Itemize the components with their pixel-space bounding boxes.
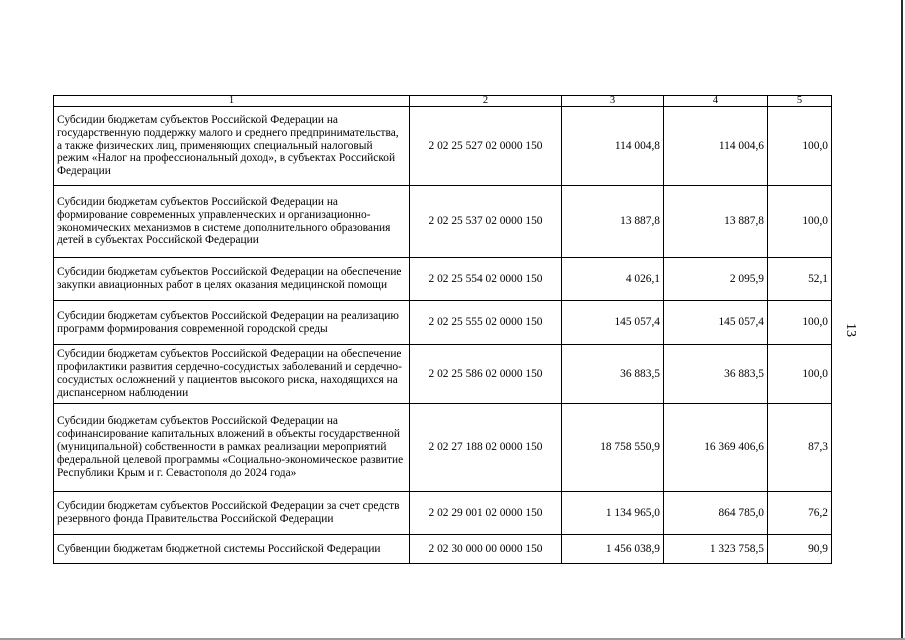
row-code-cell: 2 02 27 188 02 0000 150 (410, 404, 562, 492)
row-col3-cell: 1 134 965,0 (562, 492, 664, 535)
column-header-2: 2 (410, 96, 562, 107)
row-code-cell: 2 02 25 527 02 0000 150 (410, 107, 562, 186)
row-col4-cell: 145 057,4 (664, 301, 768, 345)
row-col4-cell: 1 323 758,5 (664, 535, 768, 564)
row-col5-cell: 90,9 (768, 535, 832, 564)
row-name-cell: Субсидии бюджетам субъектов Российской Федерации на обеспечение профилактики развития сердечно-сосудистых заболеваний и сердечно-сосудистых осложнений у пациентов высокого риска, находящихся на диспансерном наблюдении (54, 345, 410, 404)
row-col3-cell: 4 026,1 (562, 258, 664, 301)
row-col4-cell: 36 883,5 (664, 345, 768, 404)
row-col3-cell: 18 758 550,9 (562, 404, 664, 492)
table-row (54, 301, 832, 345)
row-col4-cell: 16 369 406,6 (664, 404, 768, 492)
row-col5-cell: 87,3 (768, 404, 832, 492)
row-col5-cell: 100,0 (768, 186, 832, 258)
page-number: 13 (843, 323, 858, 337)
row-name-cell: Субсидии бюджетам субъектов Российской Федерации на софинансирование капитальных вложений в объекты государственной (муниципальной) собственности в рамках реализации мероприятий федеральной целевой программы «Социально-экономическое развитие Республики Крым и г. Севастополя до 2024 года» (54, 404, 410, 492)
row-col3-cell: 36 883,5 (562, 345, 664, 404)
column-header-3: 3 (562, 96, 664, 107)
row-col4-cell: 864 785,0 (664, 492, 768, 535)
table-header-row (54, 96, 832, 107)
budget-table (53, 95, 832, 564)
row-name-cell: Субсидии бюджетам субъектов Российской Федерации на обеспечение закупки авиационных работ в целях оказания медицинской помощи (54, 258, 410, 301)
row-col5-cell: 52,1 (768, 258, 832, 301)
row-name-cell: Субсидии бюджетам субъектов Российской Федерации на государственную поддержку малого и среднего предпринимательства, а также физических лиц, применяющих специальный налоговый режим «Налог на профессиональный доход», в субъектах Российской Федерации (54, 107, 410, 186)
row-col3-cell: 1 456 038,9 (562, 535, 664, 564)
row-code-cell: 2 02 25 555 02 0000 150 (410, 301, 562, 345)
row-code-cell: 2 02 29 001 02 0000 150 (410, 492, 562, 535)
table-row (54, 535, 832, 564)
table-row (54, 258, 832, 301)
row-col4-cell: 2 095,9 (664, 258, 768, 301)
row-name-cell: Субвенции бюджетам бюджетной системы Российской Федерации (54, 535, 410, 564)
row-name-cell: Субсидии бюджетам субъектов Российской Федерации на реализацию программ формирования современной городской среды (54, 301, 410, 345)
table-row (54, 107, 832, 186)
row-code-cell: 2 02 25 586 02 0000 150 (410, 345, 562, 404)
row-col5-cell: 100,0 (768, 107, 832, 186)
row-col3-cell: 145 057,4 (562, 301, 664, 345)
scan-right-edge (901, 0, 903, 640)
column-header-1: 1 (54, 96, 410, 107)
row-col3-cell: 13 887,8 (562, 186, 664, 258)
row-col5-cell: 100,0 (768, 301, 832, 345)
row-code-cell: 2 02 25 537 02 0000 150 (410, 186, 562, 258)
row-name-cell: Субсидии бюджетам субъектов Российской Федерации на формирование современных управленческих и организационно-экономических механизмов в системе дополнительного образования детей в субъектах Российской Федерации (54, 186, 410, 258)
column-header-4: 4 (664, 96, 768, 107)
table-row (54, 404, 832, 492)
row-col5-cell: 76,2 (768, 492, 832, 535)
table-row (54, 186, 832, 258)
row-code-cell: 2 02 25 554 02 0000 150 (410, 258, 562, 301)
column-header-5: 5 (768, 96, 832, 107)
table-row (54, 345, 832, 404)
row-col3-cell: 114 004,8 (562, 107, 664, 186)
row-col5-cell: 100,0 (768, 345, 832, 404)
table-row (54, 492, 832, 535)
row-col4-cell: 13 887,8 (664, 186, 768, 258)
row-code-cell: 2 02 30 000 00 0000 150 (410, 535, 562, 564)
row-col4-cell: 114 004,6 (664, 107, 768, 186)
row-name-cell: Субсидии бюджетам субъектов Российской Федерации за счет средств резервного фонда Правительства Российской Федерации (54, 492, 410, 535)
